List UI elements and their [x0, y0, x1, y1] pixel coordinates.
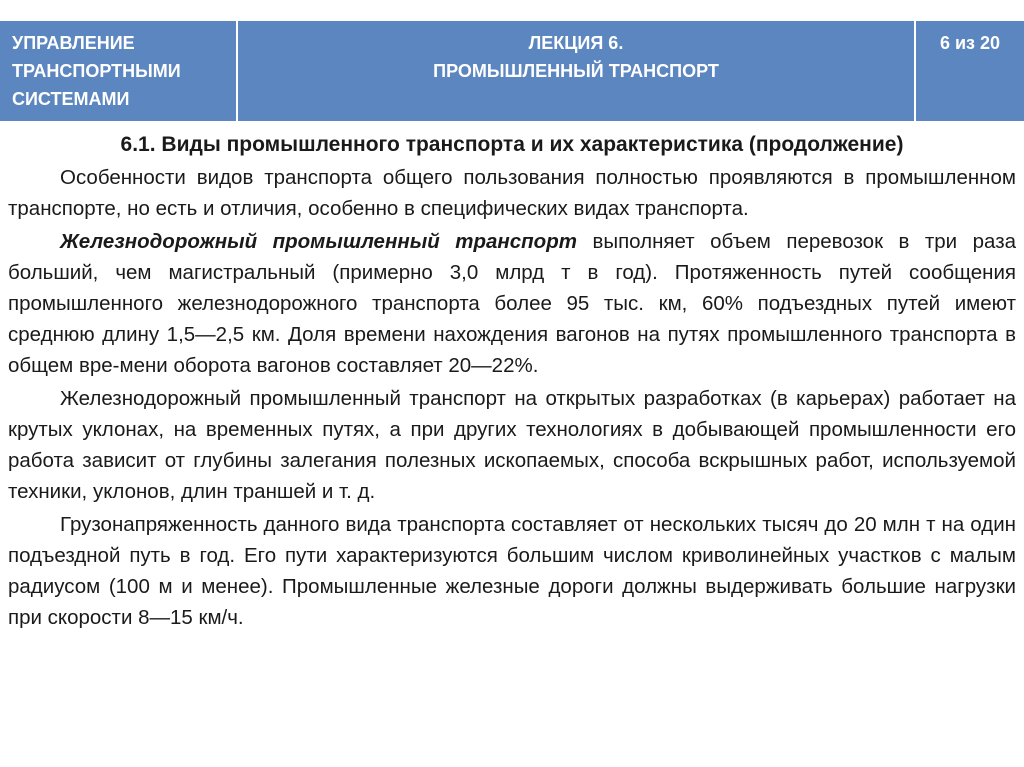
course-title-line-1: УПРАВЛЕНИЕ — [12, 33, 135, 53]
slide-header — [0, 20, 1024, 122]
course-title — [0, 21, 238, 121]
lecture-topic: ПРОМЫШЛЕННЫЙ ТРАНСПОРТ — [433, 61, 719, 81]
lecture-title — [238, 21, 916, 121]
course-title-line-2: ТРАНСПОРТНЫМИ — [12, 61, 181, 81]
lecture-number: ЛЕКЦИЯ 6. — [528, 33, 624, 53]
page-indicator: 6 из 20 — [939, 33, 1001, 53]
slide-body — [0, 122, 1024, 635]
paragraph-2 — [8, 226, 1016, 381]
section-title: 6.1. Виды промышленного транспорта и их характеристика (продолжение) — [120, 133, 904, 156]
paragraph-4: Грузонапряженность данного вида транспорта составляет от нескольких тысяч до 20 млн т на один подъездной путь в год. Его пути характеризуются большим числом криволинейных участков с малым радиусом (100 м и менее). Промышленные железные дороги должны выдерживать большие нагрузки при скорости 8—15 км/ч. — [8, 513, 1016, 629]
paragraph-1: Особенности видов транспорта общего пользования полностью проявляются в промышленном транспорте, но есть и отличия, особенно в специфических видах транспорта. — [8, 166, 1016, 220]
course-title-line-3: СИСТЕМАМИ — [12, 89, 130, 109]
paragraph-3: Железнодорожный промышленный транспорт на открытых разработках (в карьерах) работает на крутых уклонах, на временных путях, а при других технологиях в добывающей промышленности его работа зависит от глубины залегания полезных ископаемых, способа вскрышных работ, используемой техники, уклонов, длин траншей и т. д. — [8, 387, 1016, 503]
paragraph-2-text: выполняет объем перевозок в три раза больший, чем магистральный (примерно 3,0 млрд т в год). Протяженность путей сообщения промышленного железнодорожного транспорта более 95 тыс. км, 60% подъездных путей имеют среднюю длину 1,5—2,5 км. Доля времени нахождения вагонов на путях промышленного транспорта в общем вре-мени оборота вагонов составляет 20—22%. — [8, 230, 1016, 377]
paragraph-2-emphasis: Железнодорожный промышленный транспорт — [60, 230, 577, 253]
